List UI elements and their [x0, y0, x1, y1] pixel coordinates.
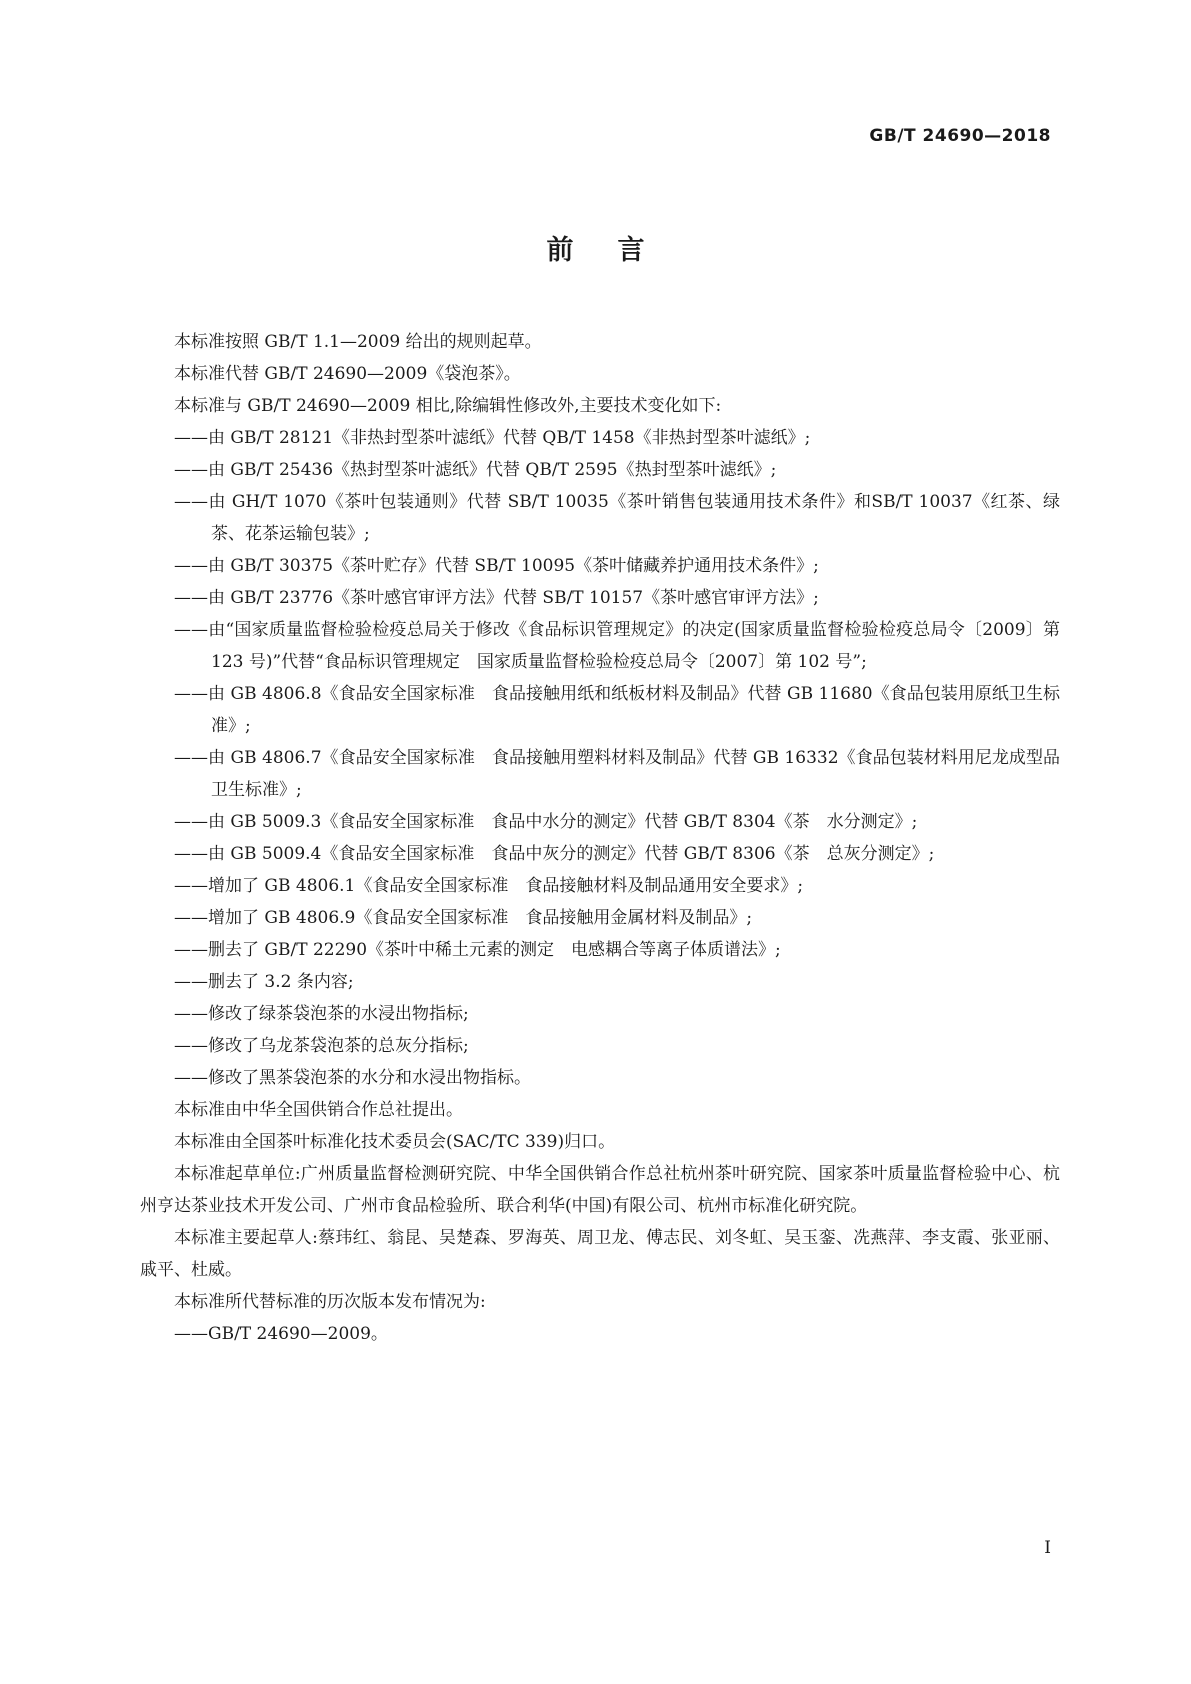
change-item: ——增加了 GB 4806.1《食品安全国家标准 食品接触材料及制品通用安全要求》;	[174, 876, 804, 896]
change-item: ——增加了 GB 4806.9《食品安全国家标准 食品接触用金属材料及制品》;	[174, 908, 753, 928]
change-item: ——由 GB 5009.3《食品安全国家标准 食品中水分的测定》代替 GB/T 8304《茶 水分测定》;	[174, 812, 918, 832]
page-number: I	[1044, 1538, 1051, 1558]
change-item: ——由 GH/T 1070《茶叶包装通则》代替 SB/T 10035《茶叶销售包装通用技术条件》和SB/T 10037《红茶、绿茶、花茶运输包装》;	[174, 492, 1060, 544]
intro-paragraph: 本标准代替 GB/T 24690—2009《袋泡茶》。	[174, 364, 521, 384]
change-item: ——修改了绿茶袋泡茶的水浸出物指标;	[174, 1004, 469, 1024]
standard-code: GB/T 24690—2018	[869, 126, 1051, 146]
change-item: ——由 GB/T 30375《茶叶贮存》代替 SB/T 10095《茶叶储藏养护通用技术条件》;	[174, 556, 819, 576]
change-item: ——删去了 3.2 条内容;	[174, 972, 354, 992]
closing-paragraph: 本标准所代替标准的历次版本发布情况为:	[174, 1292, 486, 1312]
page-title: 前言	[546, 235, 689, 266]
closing-paragraph: 本标准由中华全国供销合作总社提出。	[174, 1100, 463, 1120]
change-item: ——删去了 GB/T 22290《茶叶中稀土元素的测定 电感耦合等离子体质谱法》;	[174, 940, 781, 960]
change-item: ——由“国家质量监督检验检疫总局关于修改《食品标识管理规定》的决定(国家质量监督检验检疫总局令〔2009〕第 123 号)”代替“食品标识管理规定 国家质量监督检验检疫总局令〔2007〕第 102 号”;	[174, 620, 1060, 672]
change-item: ——由 GB/T 25436《热封型茶叶滤纸》代替 QB/T 2595《热封型茶叶滤纸》;	[174, 460, 777, 480]
intro-paragraph: 本标准与 GB/T 24690—2009 相比,除编辑性修改外,主要技术变化如下:	[174, 396, 722, 416]
closing-paragraph: 本标准由全国茶叶标准化技术委员会(SAC/TC 339)归口。	[174, 1132, 616, 1152]
change-item: ——由 GB 4806.7《食品安全国家标准 食品接触用塑料材料及制品》代替 GB 16332《食品包装材料用尼龙成型品卫生标准》;	[174, 748, 1060, 800]
change-item: ——由 GB 5009.4《食品安全国家标准 食品中灰分的测定》代替 GB/T 8306《茶 总灰分测定》;	[174, 844, 935, 864]
change-item: ——由 GB/T 23776《茶叶感官审评方法》代替 SB/T 10157《茶叶感官审评方法》;	[174, 588, 819, 608]
change-item: ——由 GB 4806.8《食品安全国家标准 食品接触用纸和纸板材料及制品》代替 GB 11680《食品包装用原纸卫生标准》;	[174, 684, 1060, 736]
document-body	[140, 326, 1060, 1350]
change-item: ——由 GB/T 28121《非热封型茶叶滤纸》代替 QB/T 1458《非热封型茶叶滤纸》;	[174, 428, 811, 448]
intro-paragraph: 本标准按照 GB/T 1.1—2009 给出的规则起草。	[174, 332, 542, 352]
change-item: ——修改了黑茶袋泡茶的水分和水浸出物指标。	[174, 1068, 531, 1088]
closing-paragraph: 本标准主要起草人:蔡玮红、翁昆、吴楚森、罗海英、周卫龙、傅志民、刘冬虹、吴玉銮、冼燕萍、李支霞、张亚丽、戚平、杜威。	[140, 1228, 1060, 1280]
closing-paragraph: 本标准起草单位:广州质量监督检测研究院、中华全国供销合作总社杭州茶叶研究院、国家茶叶质量监督检验中心、杭州亨达茶业技术开发公司、广州市食品检验所、联合利华(中国)有限公司、杭州市标准化研究院。	[140, 1164, 1060, 1216]
history-item: ——GB/T 24690—2009。	[174, 1324, 388, 1344]
change-item: ——修改了乌龙茶袋泡茶的总灰分指标;	[174, 1036, 469, 1056]
